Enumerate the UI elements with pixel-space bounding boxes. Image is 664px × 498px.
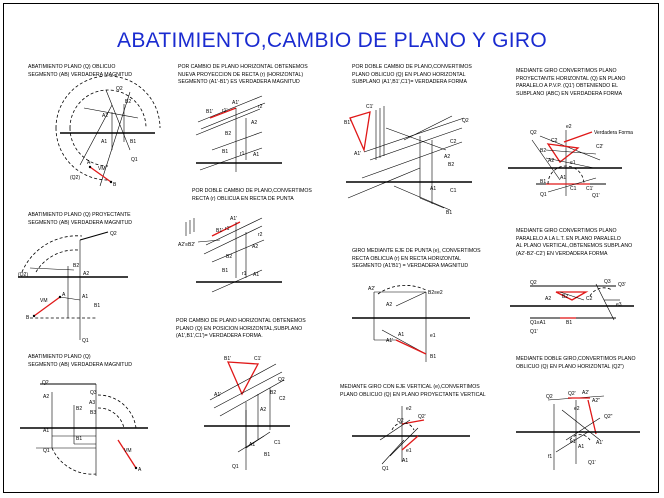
label: Q1	[82, 338, 89, 344]
caption-line: ABATIMIENTO PLANO (Q)	[28, 354, 91, 360]
caption-line: GIRO MEDIANTE EJE DE PUNTA (e), CONVERTIMOS	[352, 248, 481, 254]
caption-line: SUBPLANO (A1',B1',C1')= VERDADERA FORMA	[352, 79, 467, 86]
label: B1	[566, 320, 573, 326]
label: Q1'	[588, 460, 596, 466]
label: A2	[252, 244, 259, 250]
label: A1	[82, 294, 89, 300]
caption-line: ABATIMIENTO PLANO (Q) PROYECTANTE	[28, 212, 131, 218]
label: B1	[446, 210, 453, 216]
label: r2	[258, 232, 263, 238]
label: C2'	[596, 144, 604, 150]
label: B2	[562, 294, 569, 300]
label: A2'≡B2'	[178, 242, 196, 248]
label: B	[26, 315, 30, 321]
label: B1	[222, 268, 229, 274]
label: A1'	[232, 100, 240, 106]
caption-line: PLANO OBLICUO (Q) EN PLANO HORIZONTAL	[352, 71, 466, 78]
label: A2	[260, 407, 267, 413]
label: B2	[448, 162, 455, 168]
label: B1	[76, 436, 83, 442]
label: C1'	[366, 104, 374, 110]
label: B2	[270, 390, 277, 396]
label: Verdadera Forma	[594, 130, 633, 136]
label: Q2	[462, 118, 469, 124]
caption-line: SEGMENTO (AB) VERDADERA MAGNITUD	[28, 71, 132, 78]
caption-line: SEGMENTO (AB) VERDADERA MAGNITUD	[28, 361, 132, 368]
label: Q2	[110, 231, 117, 237]
label: A3	[89, 400, 96, 406]
label: A1	[101, 139, 108, 145]
caption-line: NUEVA PROYECCION DE RECTA (r) (HORIZONTAL)	[178, 71, 304, 78]
caption-line: SEGMENTO (A1'-B1') ES VERDADERA MAGNITUD	[178, 79, 300, 86]
label: Q1	[540, 192, 547, 198]
label: VM	[124, 448, 132, 454]
label: B2	[226, 254, 233, 260]
label: r1	[240, 151, 245, 157]
label: A1'	[214, 392, 222, 398]
label: Q1	[232, 464, 239, 470]
label: A2	[251, 120, 258, 126]
label: Q2	[530, 280, 537, 286]
label: A2	[102, 113, 109, 119]
label: e3	[616, 302, 622, 308]
caption-line: OBLICUO (Q) EN PLANO HORIZONTAL (Q2")	[516, 363, 624, 370]
label: A2	[444, 154, 451, 160]
label: A2	[43, 394, 50, 400]
label: C1'	[586, 186, 594, 192]
caption-line: RECTA (r) OBLICUA EN RECTA DE PUNTA	[192, 195, 294, 202]
caption-line: PARALELO A P.V.P. (Q1') OBTENIENDO EL	[516, 83, 618, 90]
caption-line: AL PLANO VERTICAL,OBTENEMOS SUBPLANO	[516, 243, 633, 250]
caption-line: POR DOBLE CAMBIO DE PLANO,CONVERTIMOS	[352, 64, 472, 70]
label: Q2	[546, 394, 553, 400]
label: f1	[548, 454, 553, 460]
label: B2	[73, 263, 80, 269]
label: A2	[545, 296, 552, 302]
caption-line: MEDIANTE DOBLE GIRO,CONVERTIMOS PLANO	[516, 356, 636, 362]
caption-line: POR DOBLE CAMBIO DE PLANO,CONVERTIMOS	[192, 188, 312, 194]
label: Q3	[90, 390, 97, 396]
label: A1'	[386, 338, 394, 344]
label: (Q2)	[18, 272, 28, 278]
label: B1'	[344, 120, 352, 126]
label: B1	[94, 303, 101, 309]
label: A1'	[596, 440, 604, 446]
label: B2	[225, 131, 232, 137]
caption-line: PLANO (Q) EN POSICION HORIZONTAL,SUBPLANO	[176, 325, 303, 332]
label: A1	[430, 186, 437, 192]
label: Q2	[530, 130, 537, 136]
label: Q1	[382, 466, 389, 472]
label: C1'	[254, 356, 262, 362]
label: A	[138, 467, 142, 473]
label: Q2"	[604, 414, 613, 420]
label: B2	[76, 406, 83, 412]
label: VM	[98, 166, 106, 172]
label: C2	[586, 296, 593, 302]
label: A2'	[368, 286, 376, 292]
label: Q2	[116, 86, 123, 92]
label: Q1≡A1	[530, 320, 546, 326]
label: B1'	[216, 228, 224, 234]
label: B	[113, 182, 117, 188]
label: C1	[570, 186, 577, 192]
label: e2	[406, 406, 412, 412]
label: A2"	[592, 398, 600, 404]
label: A1	[253, 272, 260, 278]
caption-line: SEGMENTO (AB) VERDADERA MAGNITUD	[28, 219, 132, 226]
label: e1	[570, 439, 576, 445]
caption-line: MEDIANTE GIRO CONVERTIMOS PLANO	[516, 68, 617, 74]
label: A1	[578, 444, 585, 450]
label: r1'	[222, 108, 228, 114]
caption-line: PARALELO A LA L.T. EN PLANO PARALELO	[516, 235, 621, 242]
label: B1'	[224, 356, 232, 362]
sheet-title: ABATIMIENTO,CAMBIO DE PLANO Y GIRO	[117, 29, 547, 52]
label: Q1	[43, 448, 50, 454]
label: A	[87, 160, 91, 166]
label: Q1	[131, 157, 138, 163]
label: B2	[540, 148, 547, 154]
label: C2	[551, 138, 558, 144]
label: B1	[540, 179, 547, 185]
label: C2	[279, 396, 286, 402]
label: e1	[406, 448, 412, 454]
label: e1	[430, 333, 436, 339]
label: Q1'	[530, 329, 538, 335]
label: C1	[274, 440, 281, 446]
label: Q2	[397, 418, 404, 424]
label: C1	[450, 188, 457, 194]
label: A1	[402, 458, 409, 464]
label: A1'	[230, 216, 238, 222]
label: B2≡e2	[428, 290, 443, 296]
label: C2	[450, 139, 457, 145]
label: A1	[398, 332, 405, 338]
caption-line: ABATIMIENTO PLANO (Q) OBLICUO	[28, 64, 116, 70]
label: e2	[574, 406, 580, 412]
label: B1	[130, 139, 137, 145]
caption-line: POR CAMBIO DE PLANO HORIZONTAL OBTENEMOS	[176, 318, 306, 324]
caption-line: SUBPLANO (ABC) EN VERDADERA FORMA	[516, 90, 623, 97]
label: A1	[560, 175, 567, 181]
label: r1	[242, 271, 247, 277]
label: Q2	[42, 380, 49, 386]
caption-line: (A1',B1',C1')= VERDADERA FORMA.	[176, 333, 263, 340]
label: VM	[40, 298, 48, 304]
caption-line: POR CAMBIO DE PLANO HORIZONTAL OBTENEMOS	[178, 64, 308, 70]
caption-line: RECTA OBLICUA (r) EN RECTA HORIZONTAL	[352, 255, 461, 262]
label: e1	[570, 160, 576, 166]
label: A1	[43, 428, 50, 434]
label: B1	[264, 452, 271, 458]
label: Q3'	[618, 282, 626, 288]
label: B1'	[206, 109, 214, 115]
label: A2	[386, 302, 393, 308]
caption-line: MEDIANTE GIRO CON EJE VERTICAL (e),CONVERTIMOS	[340, 384, 480, 390]
label: B1	[222, 149, 229, 155]
caption-line: PLANO OBLICUO (Q) EN PLANO PROYECTANTE VERTICAL	[340, 391, 486, 398]
label: A2'	[582, 390, 590, 396]
label: Q2	[278, 377, 285, 383]
label: r2	[258, 104, 263, 110]
label: B3	[90, 410, 97, 416]
caption-line: PROYECTANTE HORIZONTAL (Q) EN PLANO	[516, 75, 626, 82]
label: Q1'	[592, 193, 600, 199]
caption-line: (A2'-B2'-C2') EN VERDADERA FORMA	[516, 250, 608, 257]
label: Q2'	[568, 391, 576, 397]
caption-line: SEGMENTO (A1'B1') = VERDADERA MAGNITUD	[352, 263, 469, 270]
label: A2	[83, 271, 90, 277]
caption-line: MEDIANTE GIRO CONVERTIMOS PLANO	[516, 228, 617, 234]
label: A1'	[354, 151, 362, 157]
label: Q3	[604, 279, 611, 285]
label: A1	[253, 152, 260, 158]
label: r1'	[225, 226, 231, 232]
label: B2	[125, 99, 132, 105]
label: (Q2)	[70, 175, 80, 181]
label: Q2'	[418, 414, 426, 420]
label: A2	[548, 158, 555, 164]
label: e2	[566, 124, 572, 130]
label: A	[62, 292, 66, 298]
label: B1	[430, 354, 437, 360]
label: A1	[249, 442, 256, 448]
